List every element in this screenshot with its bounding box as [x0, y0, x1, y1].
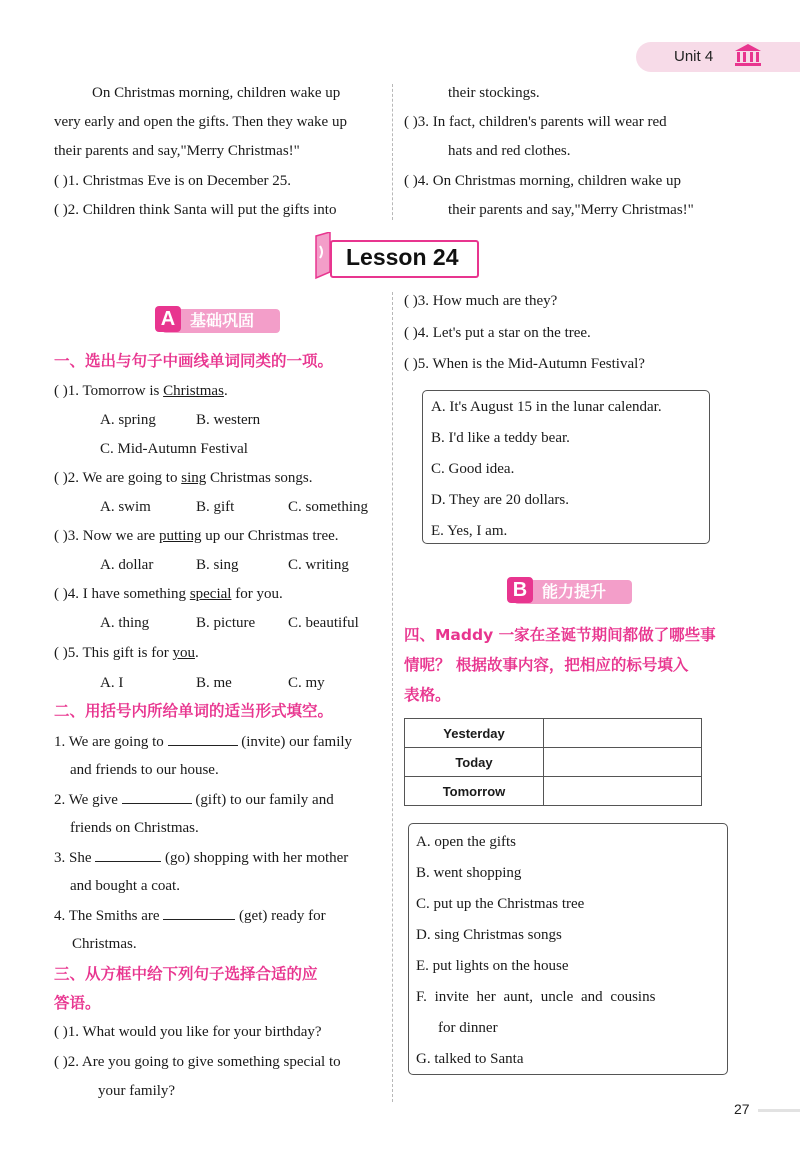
- reading-line-3: their parents and say,"Merry Christmas!": [54, 143, 300, 159]
- p1-q1-option-a: A. spring: [100, 412, 156, 428]
- row-label-today: Today: [405, 748, 544, 777]
- reading-question-3-cont: hats and red clothes.: [448, 143, 571, 159]
- p4-option-f-cont: for dinner: [438, 1020, 498, 1036]
- p1-q3-option-c: C. writing: [288, 557, 349, 573]
- reading-question-1: ( )1. Christmas Eve is on December 25.: [54, 173, 292, 189]
- answer-blank[interactable]: [163, 905, 235, 920]
- lesson-title: Lesson 24: [346, 244, 459, 270]
- reading-question-3: ( )3. In fact, children's parents will wear red: [404, 114, 667, 130]
- part-2-heading: 二、用括号内所给单词的适当形式填空。: [54, 702, 334, 720]
- answer-cell[interactable]: [544, 719, 702, 748]
- p4-option-c: C. put up the Christmas tree: [416, 896, 585, 912]
- p1-q3-option-b: B. sing: [196, 557, 239, 573]
- p2-question-1-cont: and friends to our house.: [70, 762, 219, 778]
- unit-label: Unit 4: [674, 48, 714, 65]
- p1-q3-option-a: A. dollar: [100, 557, 154, 573]
- p2-question-1: 1. We are going to (invite) our family: [54, 731, 352, 752]
- section-b-letter: B: [507, 577, 533, 603]
- row-label-yesterday: Yesterday: [405, 719, 544, 748]
- underlined-word: sing: [181, 470, 207, 486]
- p4-option-a: A. open the gifts: [416, 834, 516, 850]
- reading-question-2-cont: their stockings.: [448, 85, 540, 101]
- p2-question-2: 2. We give (gift) to our family and: [54, 789, 334, 810]
- p1-question-1: ( )1. Tomorrow is Christmas.: [54, 383, 228, 399]
- p4-option-d: D. sing Christmas songs: [416, 927, 562, 943]
- part-1-heading: 一、选出与句子中画线单词同类的一项。: [54, 352, 334, 370]
- underlined-word: Christmas: [163, 383, 224, 399]
- p1-q2-option-c: C. something: [288, 499, 369, 515]
- reading-line-2: very early and open the gifts. Then they wake up: [54, 114, 347, 130]
- reading-question-4: ( )4. On Christmas morning, children wake up: [404, 173, 682, 189]
- p2-question-3: 3. She (go) shopping with her mother: [54, 847, 348, 868]
- row-label-tomorrow: Tomorrow: [405, 777, 544, 806]
- table-row: [405, 748, 702, 777]
- p3-question-1: ( )1. What would you like for your birthday?: [54, 1024, 322, 1040]
- underlined-word: you: [172, 645, 195, 661]
- table-row: [405, 777, 702, 806]
- table-row: [405, 719, 702, 748]
- reading-line-1: On Christmas morning, children wake up: [92, 85, 341, 101]
- answer-cell[interactable]: [544, 748, 702, 777]
- p4-option-g: G. talked to Santa: [416, 1051, 524, 1067]
- p2-question-3-cont: and bought a coat.: [70, 878, 180, 894]
- p2-question-4-cont: Christmas.: [72, 936, 137, 952]
- p1-q4-option-a: A. thing: [100, 615, 150, 631]
- page-number-bar: [758, 1109, 800, 1112]
- p1-question-4: ( )4. I have something special for you.: [54, 586, 283, 602]
- p1-q2-option-a: A. swim: [100, 499, 151, 515]
- column-divider-main: [392, 292, 393, 1102]
- p1-q5-option-a: A. I: [100, 675, 124, 691]
- part-4-heading: 四、Maddy 一家在圣诞节期间都做了哪些事: [404, 626, 716, 644]
- section-b-title: 能力提升: [542, 582, 607, 601]
- p3-question-5: ( )5. When is the Mid-Autumn Festival?: [404, 356, 645, 372]
- p4-option-e: E. put lights on the house: [416, 958, 569, 974]
- p1-q4-option-b: B. picture: [196, 615, 256, 631]
- underlined-word: special: [189, 586, 232, 602]
- p3-question-3: ( )3. How much are they?: [404, 293, 558, 309]
- page-number: 27: [734, 1101, 750, 1117]
- p2-question-4: 4. The Smiths are (get) ready for: [54, 905, 326, 926]
- schedule-table: [404, 718, 702, 806]
- p4-option-b: B. went shopping: [416, 865, 522, 881]
- p1-q1-option-b: B. western: [196, 412, 261, 428]
- p2-question-2-cont: friends on Christmas.: [70, 820, 199, 836]
- p3-question-2: ( )2. Are you going to give something special to: [54, 1054, 341, 1070]
- reading-question-2: ( )2. Children think Santa will put the gifts into: [54, 202, 337, 218]
- answer-blank[interactable]: [95, 847, 161, 862]
- p4-option-f: F. invite her aunt, uncle and cousins: [416, 989, 656, 1005]
- part-3-heading: 三、从方框中给下列句子选择合适的应: [54, 965, 318, 983]
- section-a-title: 基础巩固: [190, 311, 255, 330]
- p3-option-c: C. Good idea.: [431, 461, 515, 477]
- column-divider-top: [392, 84, 393, 220]
- answer-cell[interactable]: [544, 777, 702, 806]
- answer-blank[interactable]: [122, 789, 192, 804]
- p1-question-2: ( )2. We are going to sing Christmas songs.: [54, 470, 313, 486]
- reading-question-4-cont: their parents and say,"Merry Christmas!": [448, 202, 694, 218]
- part-4-heading-cont-1: 情呢？ 根据故事内容，把相应的标号填入: [404, 656, 689, 674]
- p3-option-b: B. I'd like a teddy bear.: [431, 430, 570, 446]
- p3-question-4: ( )4. Let's put a star on the tree.: [404, 325, 591, 341]
- p1-q5-option-c: C. my: [288, 675, 325, 691]
- part-4-heading-cont-2: 表格。: [404, 686, 451, 704]
- p1-q4-option-c: C. beautiful: [288, 615, 359, 631]
- unit-tab: [636, 42, 800, 72]
- answer-blank[interactable]: [168, 731, 238, 746]
- p1-q5-option-b: B. me: [196, 675, 232, 691]
- p1-q2-option-b: B. gift: [196, 499, 235, 515]
- underlined-word: putting: [158, 528, 202, 544]
- section-a-letter: A: [155, 306, 181, 332]
- p3-question-2-cont: your family?: [98, 1083, 176, 1099]
- p1-question-3: ( )3. Now we are putting up our Christmas tree.: [54, 528, 339, 544]
- temple-icon: [733, 42, 763, 68]
- p3-option-e: E. Yes, I am.: [431, 523, 508, 539]
- p3-option-a: A. It's August 15 in the lunar calendar.: [431, 399, 662, 415]
- part-3-heading-cont: 答语。: [54, 994, 101, 1012]
- p1-q1-option-c: C. Mid-Autumn Festival: [100, 441, 248, 457]
- p1-question-5: ( )5. This gift is for you.: [54, 645, 199, 661]
- p3-option-d: D. They are 20 dollars.: [431, 492, 570, 508]
